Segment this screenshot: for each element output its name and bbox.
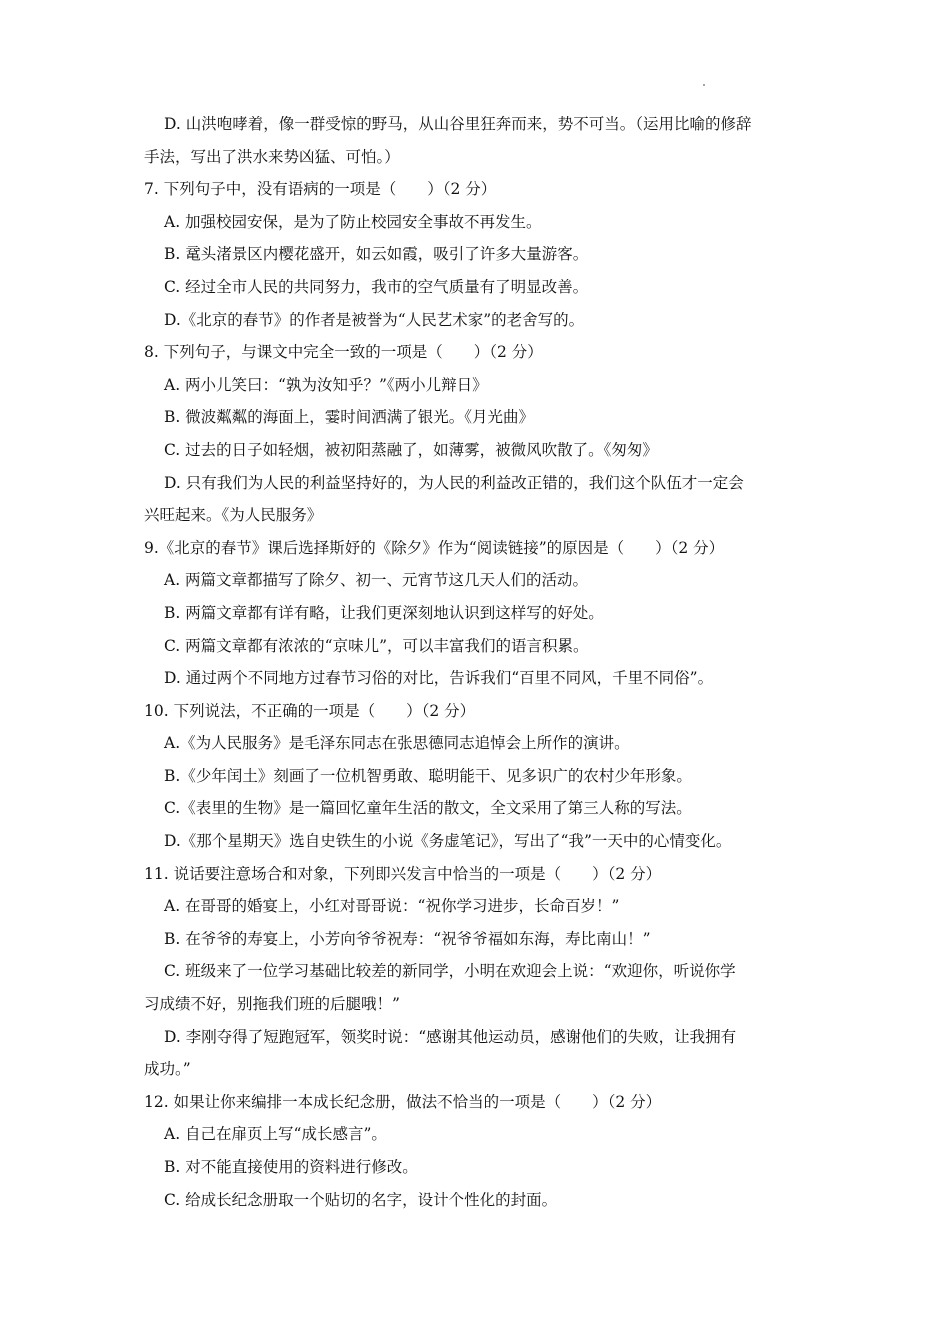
option-line: B. 在爷爷的寿宴上，小芳向爷爷祝寿：“祝爷爷福如东海，寿比南山！”: [164, 929, 651, 948]
option-line: A. 两篇文章都描写了除夕、初一、元宵节这几天人们的活动。: [164, 571, 589, 590]
scan-dot: [703, 84, 705, 86]
option-line: A. 两小儿笑曰：“孰为汝知乎？”《两小儿辩日》: [164, 375, 488, 394]
text-line: 7. 下列句子中，没有语病的一项是（ ）（2 分）: [144, 180, 497, 199]
option-line: D. 李刚夺得了短跑冠军，领奖时说：“感谢其他运动员，感谢他们的失败，让我拥有: [164, 1027, 737, 1046]
option-line: C. 两篇文章都有浓浓的“京味儿”，可以丰富我们的语言积累。: [164, 636, 589, 655]
document-page: [144, 108, 804, 1216]
option-line: A.《为人民服务》是毛泽东同志在张思德同志追悼会上所作的演讲。: [164, 734, 630, 753]
text-line: 手法，写出了洪水来势凶猛、可怕。）: [144, 147, 400, 166]
option-line: C. 班级来了一位学习基础比较差的新同学，小明在欢迎会上说：“欢迎你，听说你学: [164, 962, 736, 981]
option-line: B. 对不能直接使用的资料进行修改。: [164, 1158, 418, 1176]
option-line: B.《少年闰土》刻画了一位机智勇敢、聪明能干、见多识广的农村少年形象。: [164, 766, 692, 785]
text-line: 10. 下列说法，不正确的一项是（ ）（2 分）: [144, 701, 476, 720]
option-line: A. 加强校园安保，是为了防止校园安全事故不再发生。: [164, 212, 542, 231]
option-line: C.《表里的生物》是一篇回忆童年生活的散文，全文采用了第三人称的写法。: [164, 799, 692, 818]
option-line: C. 过去的日子如轻烟，被初阳蒸融了，如薄雾，被微风吹散了。《匆匆》: [164, 440, 658, 459]
text-line: 兴旺起来。《为人民服务》: [144, 506, 323, 525]
option-line: C. 给成长纪念册取一个贴切的名字，设计个性化的封面。: [164, 1190, 558, 1209]
option-line: B. 微波粼粼的海面上，霎时间洒满了银光。《月光曲》: [164, 408, 534, 427]
option-line: A. 在哥哥的婚宴上，小红对哥哥说：“祝你学习进步，长命百岁！”: [164, 897, 620, 916]
text-line: 11. 说话要注意场合和对象，下列即兴发言中恰当的一项是（ ）（2 分）: [144, 864, 662, 883]
text-line: 12. 如果让你来编排一本成长纪念册，做法不恰当的一项是（ ）（2 分）: [144, 1092, 662, 1111]
option-line: B. 两篇文章都有详有略，让我们更深刻地认识到这样写的好处。: [164, 603, 604, 622]
option-line: C. 经过全市人民的共同努力，我市的空气质量有了明显改善。: [164, 277, 589, 296]
option-line: D. 山洪咆哮着，像一群受惊的野马，从山谷里狂奔而来，势不可当。（运用比喻的修辞: [164, 115, 752, 133]
text-line: 成功。”: [144, 1060, 191, 1079]
text-line: 习成绩不好，别拖我们班的后腿哦！”: [144, 995, 400, 1014]
option-line: D. 只有我们为人民的利益坚持好的，为人民的利益改正错的，我们这个队伍才一定会: [164, 473, 744, 492]
option-line: D. 通过两个不同地方过春节习俗的对比，告诉我们“百里不同风，千里不同俗”。: [164, 669, 714, 688]
option-line: D.《那个星期天》选自史铁生的小说《务虚笔记》，写出了“我”一天中的心情变化。: [164, 832, 732, 851]
text-line: 8. 下列句子，与课文中完全一致的一项是（ ）（2 分）: [144, 343, 543, 362]
option-line: B. 鼋头渚景区内樱花盛开，如云如霞，吸引了许多大量游客。: [164, 245, 589, 264]
text-line: 9.《北京的春节》课后选择斯妤的《除夕》作为“阅读链接”的原因是（ ）（2 分）: [144, 538, 725, 557]
option-line: A. 自己在扉页上写“成长感言”。: [164, 1125, 387, 1144]
option-line: D.《北京的春节》的作者是被誉为“人民艺术家”的老舍写的。: [164, 310, 585, 329]
